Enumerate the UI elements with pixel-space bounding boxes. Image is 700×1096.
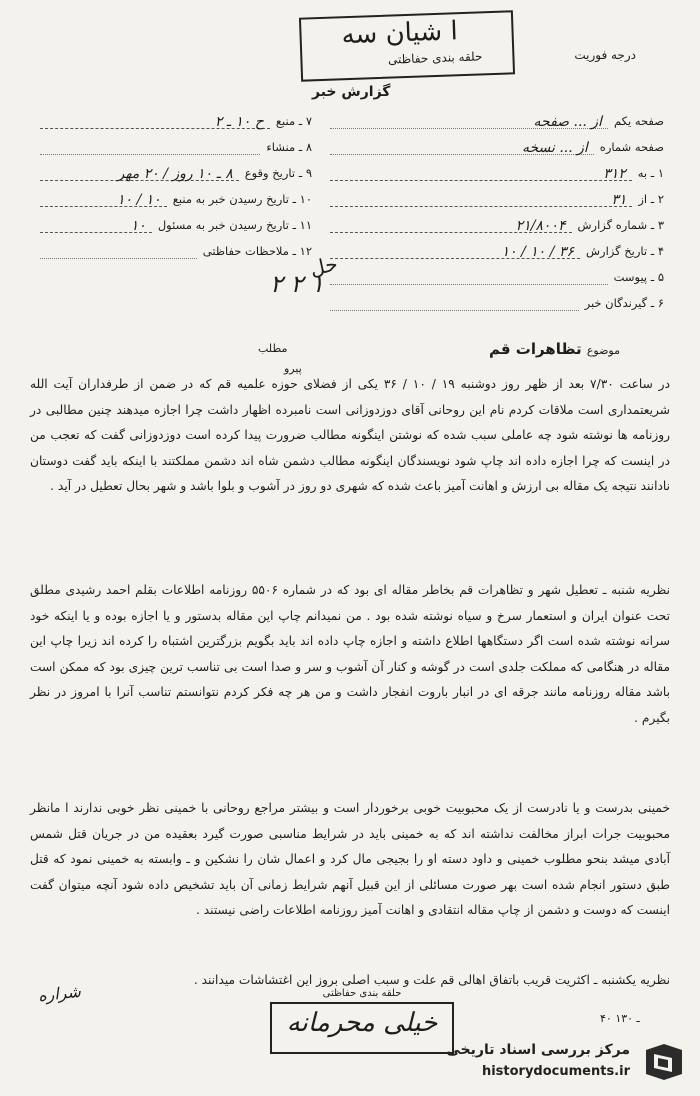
- subject: [489, 340, 620, 358]
- header-right: [330, 108, 664, 316]
- subject-label: موضوع: [586, 344, 620, 357]
- handwritten-scribble: حل: [307, 251, 340, 281]
- header-row: ۳ ـ شماره گزارش ۲۱/۸۰۰۴: [330, 212, 664, 238]
- header-row: ۲ ـ از ۳۱: [330, 186, 664, 212]
- header-row: ۴ ـ تاریخ گزارش ۳۶ / ۱۰ / ۱۰: [330, 238, 664, 264]
- watermark-brand: [416, 1038, 686, 1086]
- report-title: گزارش خبر: [312, 84, 391, 100]
- document-number: ۴۰ ـ ۱۳۰: [600, 1012, 640, 1025]
- paragraph: نظریه یکشنبه ـ اکثریت قریب باتفاق اهالی قم علت و سبب اصلی بروز این اغتشاشات میدانند .: [193, 973, 670, 987]
- stamp-text: خیلی محرمانه: [286, 1008, 438, 1038]
- header-row: ۸ ـ منشاء: [40, 134, 312, 160]
- brand-url: historydocuments.ir: [481, 1064, 630, 1079]
- header-row: صفحه یکم از ... صفحه: [330, 108, 664, 134]
- paragraph: در ساعت ۷/۳۰ بعد از ظهر روز دوشنبه ۱۹ / ۱۰ / ۳۶ یکی از فضلای حوزه علمیه قم که در ضمن از طرفداران آیت الله شریعتمداری است ملاقات کردم نام این روحانی آقای دوزدوزانی است نامبرده اظهار داشت چرا اجازه میدهند چنین مطالبی در روزنامه ها نوشته شود چه عاملی سبب شده که نوشتن اینگونه مطالب ضرورت پیدا کرده است دوزدوزانی گفت که تعجب من در اینست که چرا اجازه داده اند چاپ شود نویسندگان اینگونه مطالب دشمن شاه اند دشمن مملکتند با اینکه باید گفت دوستان نادانند نتیجه یک مقاله بی ارزش و اهانت آمیز باعث شده که شهری دو روز در آشوب و بلوا باشد و شهر بحال تعطیل در آید .: [30, 377, 670, 493]
- subject-side-label: مطلب: [258, 342, 288, 355]
- paragraph: نظریه شنبه ـ تعطیل شهر و تظاهرات قم بخاطر مقاله ای بود که در شماره ۵۵۰۶ روزنامه اطلاعات بقلم احمد رشیدی مطلق تحت عنوان ایران و استعمار سرخ و سیاه نوشته شده بود . من نمیدانم چاپ این مقاله بدستور و یا اجازه بوده و یا اینکه خود سرانه نوشته شده است اگر دستگاهها اطلاع داشته و اجازه چاپ داده اند باید بگویم بزرگترین اشتباه را کرده اند زیرا چاپ این مقاله در هنگامی که مملکت جلدی است در گوشه و کنار آن آشوب و سر و صدا است بی تناسب ترین چیزی بود که ممکن است باشد مقاله روزنامه مانند جرقه ای در انبار باروت انفجار داشت و من هر چه فکر کردم نتوانستم تناسب آنرا با امروز در نظر بگیرم .: [30, 583, 670, 725]
- header-row: ۷ ـ منبع ح ۱۰ ـ ۲: [40, 108, 312, 134]
- top-stamp: [299, 10, 515, 81]
- stamp-handwriting: ا شیان سه: [341, 16, 459, 51]
- header-left: [40, 108, 312, 264]
- header-row: ۱ ـ به ۳۱۲: [330, 160, 664, 186]
- header-row: ۱۲ ـ ملاحظات حفاظتی: [40, 238, 312, 264]
- brand-name: مرکز بررسی اسناد تاریخی: [446, 1042, 630, 1058]
- paragraph: خمینی بدرست و یا نادرست از یک محبوبیت خوبی برخوردار است و بیشتر مراجع روحانی با خمینی نظر خوبی ندارند ا مانظر محبوبیت جرات ابراز مخالفت نداشته اند که به خمینی باید در شرایط مناسبی صورت گیرد بعقیده من در جریان قتل شمس آبادی میشد بنحو مطلوب خمینی و داود دسته او را بجیجی مال کرد و اعمال شان را نشکین و ـ وابسته به خمینی نمود که قتل طبق دستور انجام شده است بهر صورت مسائلی از این قبیل آنهم شرایط زمانی آن باید تشخیص داده شود آنچه میتوان گفت اینست که دوست و دشمن از چاپ مقاله انتقادی و اهانت آمیز روزنامه اطلاعات راضی نیستند .: [30, 801, 670, 917]
- header-row: ۹ ـ تاریخ وقوع ۸ ـ ۱۰ روز / ۲۰ مهر: [40, 160, 312, 186]
- subject-text: تظاهرات قم: [488, 340, 582, 358]
- header-row: ۱۰ ـ تاریخ رسیدن خبر به منبع ۱۰ / ۱۰: [40, 186, 312, 212]
- header-row: صفحه شماره از ... نسخه: [330, 134, 664, 160]
- header-row: ۶ ـ گیرندگان خبر: [330, 290, 664, 316]
- handwritten-number: ۲ ۲ ۱: [270, 270, 324, 298]
- handwritten-signature-note: شراره: [37, 981, 82, 1006]
- stamp-header: حلقه بندی حفاظتی: [322, 988, 402, 999]
- stamp-org: حلقه بندی حفاظتی: [387, 49, 483, 67]
- subject-side-label-2: پیرو: [284, 362, 302, 375]
- urgency-label: درجه فوریت: [574, 48, 636, 62]
- header-row: ۱۱ ـ تاریخ رسیدن خبر به مسئول ۱۰: [40, 212, 312, 238]
- header-row: ۵ ـ پیوست: [330, 264, 664, 290]
- brand-logo-icon: [642, 1040, 686, 1084]
